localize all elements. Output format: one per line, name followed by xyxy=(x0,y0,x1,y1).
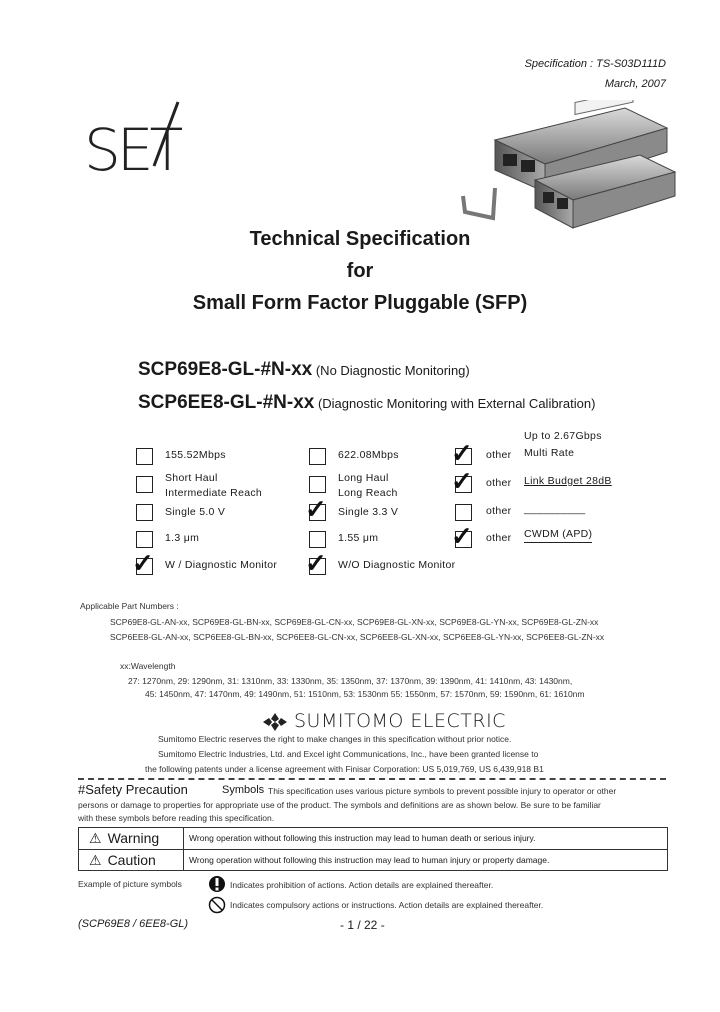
value-other-voltage: __________ xyxy=(524,503,586,515)
checkmark-icon: ✓ xyxy=(305,494,327,524)
label-other-reach: other xyxy=(486,477,512,489)
wavelength-line-2: 45: 1450nm, 47: 1470nm, 49: 1490nm, 51: 1510nm, 53: 1530nm 55: 1550nm, 57: 1570nm, 59: 1590nm, 61: 1610nm xyxy=(145,689,585,699)
footer-model-ref: (SCP69E8 / 6EE8-GL) xyxy=(78,918,189,930)
model-1-note: (No Diagnostic Monitoring) xyxy=(312,363,470,378)
compulsory-icon xyxy=(208,896,226,914)
safety-symbols: Symbols xyxy=(222,784,265,796)
checkbox-long-haul[interactable] xyxy=(309,476,326,493)
model-2 xyxy=(138,392,595,414)
compulsory-description: Indicates compulsory actions or instructions. Action details are explained thereafter. xyxy=(230,900,544,910)
wavelength-line-1: 27: 1270nm, 29: 1290nm, 31: 1310nm, 33: 1330nm, 35: 1350nm, 37: 1370nm, 39: 1390nm, 41: 1410nm, 43: 1430nm, xyxy=(128,676,573,686)
label-other-rate: other xyxy=(486,449,512,461)
checkbox-short-haul[interactable] xyxy=(136,476,153,493)
caution-description: Wrong operation without following this instruction may lead to human injury or property damage. xyxy=(189,855,550,865)
company-name: SUMITOMO ELECTRIC xyxy=(294,710,506,732)
notice-line-3: the following patents under a license agreement with Finisar Corporation: US 5,019,769, US 6,439,918 B1 xyxy=(145,764,544,774)
checkmark-icon: ✓ xyxy=(451,438,473,468)
value-other-wavelength: CWDM (APD) xyxy=(524,527,592,543)
example-label: Example of picture symbols xyxy=(78,879,182,889)
caution-label: Caution xyxy=(107,852,156,868)
safety-text-3: with these symbols before reading this specification. xyxy=(78,813,275,823)
label-with-diagnostic: W / Diagnostic Monitor xyxy=(165,559,278,571)
checkmark-icon: ✓ xyxy=(132,548,154,578)
warning-triangle-icon: ⚠ xyxy=(89,830,102,846)
model-1 xyxy=(138,359,470,381)
label-155mbps: 155.52Mbps xyxy=(165,449,226,461)
model-2-part: SCP6EE8-GL-#N-xx xyxy=(138,392,315,413)
warning-label: Warning xyxy=(107,830,160,846)
safety-text-1: This specification uses various picture symbols to prevent possible injury to operator or other xyxy=(268,786,617,796)
sfp-modules-illustration xyxy=(455,100,680,235)
label-long-haul: Long Haul xyxy=(338,472,389,484)
warning-label-cell xyxy=(79,828,184,849)
label-intermediate-reach: Intermediate Reach xyxy=(165,487,263,499)
checkmark-icon: ✓ xyxy=(305,548,327,578)
checkmark-icon: ✓ xyxy=(451,466,473,496)
safety-heading: #Safety Precaution xyxy=(78,782,188,797)
checkmark-icon: ✓ xyxy=(451,521,473,551)
prohibition-description: Indicates prohibition of actions. Action details are explained thereafter. xyxy=(230,880,494,890)
label-other-wavelength: other xyxy=(486,532,512,544)
value-other-reach: Link Budget 28dB xyxy=(524,475,612,487)
title-line-1: Technical Specification xyxy=(249,228,471,250)
set-logo-text: SET xyxy=(84,116,181,176)
model-1-part: SCP69E8-GL-#N-xx xyxy=(138,359,313,380)
label-5v: Single 5.0 V xyxy=(165,506,226,518)
caution-triangle-icon: ⚠ xyxy=(89,852,102,868)
sumitomo-logo-icon xyxy=(262,712,288,732)
label-long-reach: Long Reach xyxy=(338,487,398,499)
warning-description: Wrong operation without following this instruction may lead to human death or serious injury. xyxy=(189,833,536,843)
warning-row xyxy=(79,828,667,849)
value-other-rate: Multi Rate xyxy=(524,447,575,459)
notice-line-1: Sumitomo Electric reserves the right to make changes in this specification without prior notice. xyxy=(158,734,512,744)
checkbox-other-voltage[interactable] xyxy=(455,504,472,521)
label-short-haul: Short Haul xyxy=(165,472,218,484)
wavelength-heading: xx:Wavelength xyxy=(120,661,176,671)
label-other-voltage: other xyxy=(486,505,512,517)
label-1-55um: 1.55 μm xyxy=(338,532,379,544)
checkbox-155mbps[interactable] xyxy=(136,448,153,465)
checkbox-1-55um[interactable] xyxy=(309,531,326,548)
model-2-note: (Diagnostic Monitoring with External Calibration) xyxy=(314,396,596,411)
set-logo xyxy=(82,98,182,176)
caution-label-cell xyxy=(79,850,184,871)
checkbox-622mbps[interactable] xyxy=(309,448,326,465)
prohibition-icon xyxy=(208,875,226,893)
label-1-3um: 1.3 μm xyxy=(165,532,200,544)
checkbox-1-3um[interactable] xyxy=(136,531,153,548)
label-622mbps: 622.08Mbps xyxy=(338,449,399,461)
safety-text-2: persons or damage to properties for appropriate use of the product. The symbols and definitions are as shown below. Be sure to be familiar xyxy=(78,800,601,810)
spec-date: March, 2007 xyxy=(604,78,666,90)
label-without-diagnostic: W/O Diagnostic Monitor xyxy=(338,559,456,571)
part-numbers-line-2: SCP6EE8-GL-AN-xx, SCP6EE8-GL-BN-xx, SCP6EE8-GL-CN-xx, SCP6EE8-GL-XN-xx, SCP6EE8-GL-YN-xx, SCP6EE8-GL-ZN-xx xyxy=(110,632,605,642)
spec-number: Specification : TS-S03D111D xyxy=(524,58,666,70)
part-numbers-line-1: SCP69E8-GL-AN-xx, SCP69E8-GL-BN-xx, SCP69E8-GL-CN-xx, SCP69E8-GL-XN-xx, SCP69E8-GL-YN-xx, SCP69E8-GL-ZN-xx xyxy=(110,617,599,627)
dashed-divider xyxy=(78,778,666,780)
page-number: - 1 / 22 - xyxy=(340,918,385,932)
label-3v3: Single 3.3 V xyxy=(338,506,399,518)
rate-note: Up to 2.67Gbps xyxy=(524,430,602,442)
part-numbers-heading: Applicable Part Numbers : xyxy=(80,601,179,611)
checkbox-5v[interactable] xyxy=(136,504,153,521)
notice-line-2: Sumitomo Electric Industries, Ltd. and Excel ight Communications, Inc., have been granted license to xyxy=(158,749,539,759)
title-line-2: for xyxy=(346,260,374,282)
caution-row xyxy=(79,849,667,871)
safety-table xyxy=(78,827,668,871)
title-line-3: Small Form Factor Pluggable (SFP) xyxy=(192,292,528,314)
